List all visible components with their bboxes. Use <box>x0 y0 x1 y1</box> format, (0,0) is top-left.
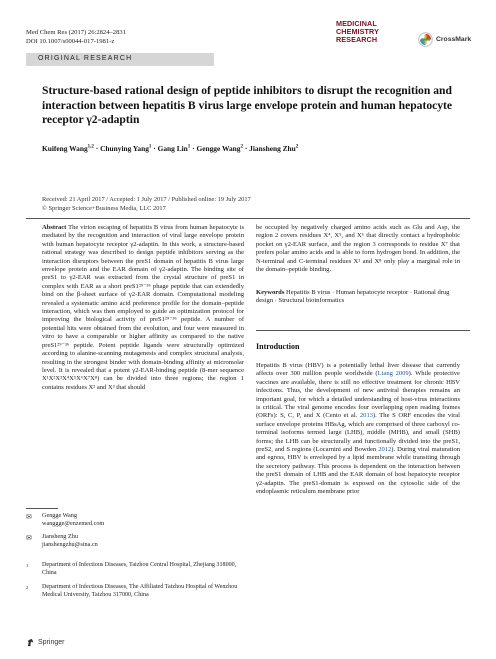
author-affiliation-mark: 1 <box>148 144 152 150</box>
affiliation-entry <box>26 584 246 596</box>
crossmark-label: CrossMark <box>436 36 472 43</box>
author-affiliation-mark: 1 <box>187 144 191 150</box>
intro-text-part: ). The S ORF encodes the viral surface envelope proteins HBsAg, which are comprised of three carboxyl co-terminal isoforms termed large (LHB), middle (MHB), and small (SHB) forms; the LHB can be structurally and functionally divided into the preS1, preS2, and S regions (Locarnini and Bowden <box>256 412 460 454</box>
intro-text-part: ). While protective vaccines are available, there is still no effective treatment for chronic HBV infections. Thus, the development of new antiviral therapies remains an important goal, for which a detailed understanding of host-virus interactions is critical. The viral genome encodes four overlapping open reading frames (ORFs): S, C, P, and X (Cento et al. <box>256 370 460 420</box>
header-divider <box>26 218 470 219</box>
crossmark-icon <box>418 32 433 47</box>
springer-horse-icon <box>26 638 35 647</box>
author-name[interactable]: Kuifeng Wang <box>42 144 88 153</box>
correspondence-entry <box>42 533 98 549</box>
author-affiliation-mark: 2 <box>295 144 299 150</box>
citation-link[interactable]: 2012 <box>378 446 392 454</box>
abstract-text: The virion escaping of hepatitis B virus from human hepatocyte is mediated by the recognition and interaction of viral large envelope protein with human hepatocyte receptor γ2-adaptin. In this work, a structure-based rational strategy was described to design peptide inhibitors serving as the interaction disruptors between the preS1 domain of hepatitis B virus large envelope protein and the EAR domain of γ2-adaptin. The binding site of preS1 to γ2-EAR was extracted from the crystal structure of preS1 in complex with EAR as a short preS1²⁹⁻³⁶ phage peptide that can extendedly bind on the β-sheet surface of γ2-EAR domain. Computational modeling revealed a systematic amino acid preference profile for the domain–peptide interaction, which was then employed to guide an optimization protocol for improving the biological activity of preS1²⁹⁻³⁶ peptide. A number of potential hits were obtained from the evolution, and four were measured in vitro to have a comparable or higher affinity as compared to the native preS1²⁹⁻³⁶ peptide. Potent peptide ligands were structurally optimized according to alanine-scanning mutagenesis and complex structural analysis, resulting in the strongest binder with domain-binding affinity at micromolar level. It is revealed that a potent γ2-EAR-binding peptide (8-mer sequence X¹X²X³X⁴X⁵X⁶X⁷X⁸) can be divided into three regions; the region 1 contains residues X² and X³ that should <box>42 224 244 391</box>
affiliation-number: 2 <box>26 585 29 590</box>
logo-word-2: CHEMISTRY <box>336 27 379 36</box>
intro-text-part: Hepatitis B virus (HBV) is a potentially lethal liver disease that currently affects over 300 million people worldwide ( <box>256 362 460 378</box>
keywords-block <box>256 289 460 306</box>
journal-logo <box>336 19 472 54</box>
journal-issue: Med Chem Res (2017) 26:2824–2831 <box>26 29 126 36</box>
journal-doi: DOI 10.1007/s00044-017-1981-z <box>26 38 115 45</box>
history-dates: Received: 21 April 2017 / Accepted: 1 July 2017 / Published online: 19 July 2017 <box>42 196 251 203</box>
author-separator: · <box>153 144 158 153</box>
abstract-continued: be occupied by negatively charged amino acids such as Glu and Asp, the region 2 covers residues X⁴, X⁵, and X⁶ that directly contact a hydrophobic pocket on γ2-EAR surface, and the region 3 corresponds to residue X⁷ that prefers polar amino acids and is able to form hydrogen bond. In addition, the N-terminal and C-terminal residues X¹ and X⁸ only play a marginal role in the domain–peptide binding. <box>256 224 460 274</box>
logo-word-1: MEDICINAL <box>336 19 377 28</box>
author-name[interactable]: Gengge Wang <box>196 144 241 153</box>
author-separator: · <box>244 144 250 153</box>
correspondent-email[interactable]: wanggge@enzemed.com <box>42 520 105 527</box>
publisher-name: Springer <box>38 639 65 646</box>
author-separator: · <box>192 144 197 153</box>
introduction-text <box>256 362 460 497</box>
logo-word-3: RESEARCH <box>336 35 378 44</box>
envelope-icon: ✉ <box>26 534 32 542</box>
correspondent-name: Gengge Wang <box>42 512 77 519</box>
article-type-label: ORIGINAL RESEARCH <box>38 55 133 62</box>
correspondent-name: Jiansheng Zhu <box>42 533 78 540</box>
section-heading: Introduction <box>256 342 300 351</box>
author-name[interactable]: Jiansheng Zhu <box>249 144 296 153</box>
author-list <box>42 144 298 153</box>
publisher-footer <box>26 638 64 647</box>
keywords-label: Keywords <box>256 289 285 296</box>
author-affiliation-mark: 2 <box>240 144 243 150</box>
crossmark-badge[interactable] <box>418 32 471 47</box>
affiliation-number: 1 <box>26 563 29 568</box>
citation-link[interactable]: 2013 <box>359 412 373 420</box>
author-affiliation-mark: 1,2 <box>87 144 94 150</box>
section-divider <box>256 330 470 331</box>
author-name[interactable]: Chunying Yang <box>100 144 149 153</box>
abstract-block <box>42 224 244 392</box>
citation-link[interactable]: Liang 2009 <box>377 370 409 378</box>
intro-text-part: ). During viral maturation and egress, HBV is enveloped by a lipid membrane while transiting through the secretory pathway. This process is dependent on the interaction between the preS1 domain of LHB and the EAR domain of host hepatocyte receptor γ2-adaptin. The preS1-domain is exposed on the cytosolic side of the endoplasmic reticulum membrane prior <box>256 446 461 496</box>
article-title: Structure-based rational design of peptide inhibitors to disrupt the recognition and interaction between hepatitis B virus large envelope protein and human hepatocyte receptor γ2-adaptin <box>42 84 453 126</box>
correspondence-entry <box>42 512 104 528</box>
affiliation-entry <box>26 562 246 574</box>
article-type-banner <box>26 53 214 66</box>
correspondent-email[interactable]: jianshengzhu@sina.cn <box>42 541 98 548</box>
envelope-icon: ✉ <box>26 513 32 521</box>
footnote-divider <box>26 508 58 509</box>
journal-logo-text <box>336 20 379 44</box>
abstract-label: Abstract <box>42 224 67 231</box>
keywords-text: Hepatitis B virus · Human hepatocyte receptor · Rational drug design · Structural bioinformatics <box>256 289 450 305</box>
affiliation-text: Department of Infectious Diseases, Taizhou Central Hospital, Zhejiang 318000, China <box>42 562 237 576</box>
publication-dates <box>42 196 251 213</box>
affiliation-text: Department of Infectious Diseases, The Affiliated Taizhou Hospital of Wenzhou Medical University, Taizhou 317000, China <box>42 584 238 598</box>
author-name[interactable]: Gang Lin <box>157 144 188 153</box>
copyright-line: © Springer Science+Business Media, LLC 2017 <box>42 204 166 212</box>
journal-citation <box>26 28 126 46</box>
author-separator: · <box>95 144 101 153</box>
